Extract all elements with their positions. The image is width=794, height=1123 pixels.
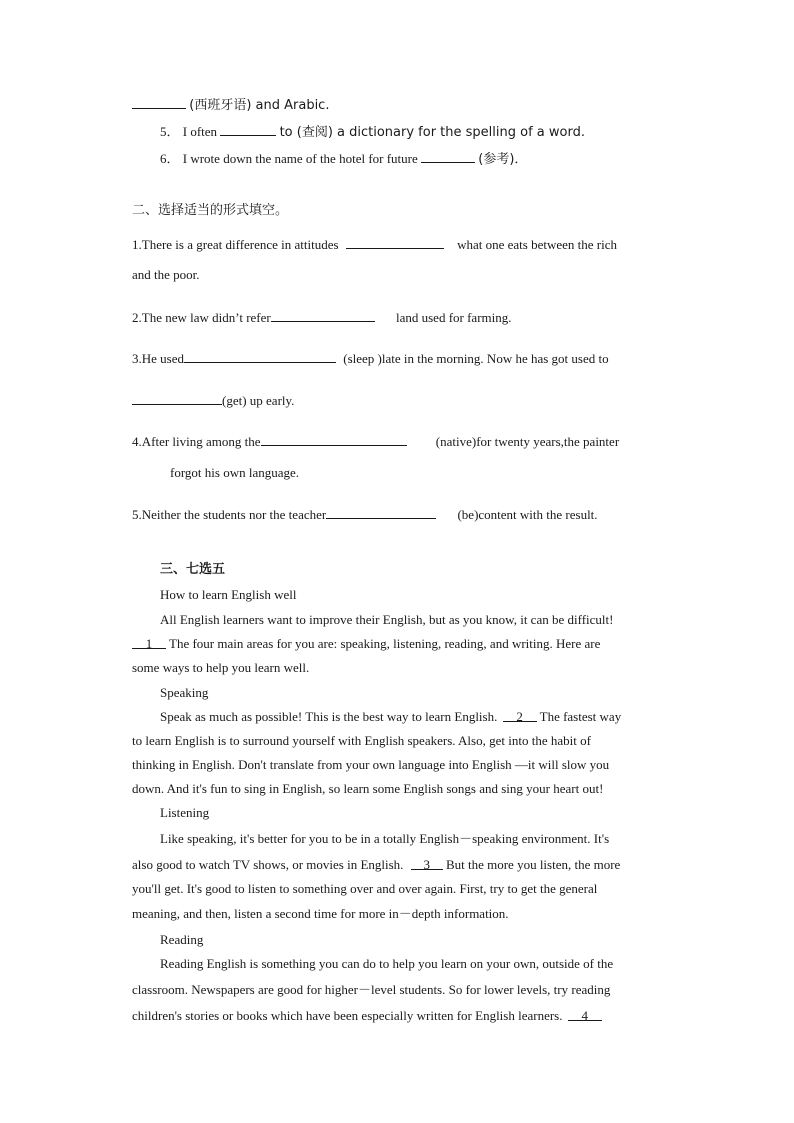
- gap-number-3[interactable]: 3: [411, 857, 443, 870]
- answer-blank[interactable]: [346, 236, 444, 249]
- section-3-heading: 三、七选五: [160, 562, 226, 577]
- answer-blank[interactable]: [132, 392, 222, 405]
- answer-blank[interactable]: [220, 123, 276, 136]
- answer-blank[interactable]: [132, 96, 186, 109]
- passage-line: thinking in English. Don't translate from your own language into English —it will slow you: [132, 757, 610, 772]
- subheading-reading: Reading: [160, 932, 204, 947]
- question-3: 3.He used (sleep )late in the morning. Now he has got used to: [132, 351, 609, 366]
- passage-line: classroom. Newspapers are good for higher－level students. So for lower levels, try reading: [132, 982, 611, 997]
- passage-line: meaning, and then, listen a second time for more in－depth information.: [132, 906, 509, 921]
- question-1: 1.There is a great difference in attitudes what one eats between the rich: [132, 237, 617, 252]
- passage-line: some ways to help you learn well.: [132, 660, 310, 675]
- question-2: 2.The new law didn’t refer land used for farming.: [132, 310, 512, 325]
- gap-number-4[interactable]: 4: [568, 1008, 602, 1021]
- passage-line: Reading English is something you can do to help you learn on your own, outside of the: [160, 956, 614, 971]
- question-5: 5.Neither the students nor the teacher (be)content with the result.: [132, 507, 598, 522]
- question-4: 4.After living among the (native)for twenty years,the painter: [132, 434, 620, 449]
- passage-line: children's stories or books which have been especially written for English learners. 4: [132, 1008, 602, 1024]
- vocab-item-6: 6． I wrote down the name of the hotel for future (参考)．: [160, 151, 528, 167]
- question-1-continued: and the poor.: [132, 267, 200, 282]
- subheading-listening: Listening: [160, 805, 210, 820]
- passage-line: down. And it's fun to sing in English, so learn some English songs and sing your heart out!: [132, 781, 604, 796]
- answer-blank[interactable]: [271, 309, 375, 322]
- passage-line: you'll get. It's good to listen to something over and over again. First, try to get the general: [132, 881, 598, 896]
- question-4-continued: forgot his own language.: [170, 465, 300, 480]
- question-3-continued: (get) up early.: [132, 392, 294, 409]
- answer-blank[interactable]: [421, 150, 475, 163]
- passage-line: Like speaking, it's better for you to be in a totally English－speaking environment. It's: [160, 831, 610, 846]
- section-2-heading: 二、选择适当的形式填空。: [132, 203, 289, 218]
- passage-line: also good to watch TV shows, or movies in English. 3 But the more you listen, the more: [132, 857, 621, 872]
- answer-blank[interactable]: [326, 506, 436, 519]
- answer-blank[interactable]: [184, 350, 336, 363]
- subheading-speaking: Speaking: [160, 685, 209, 700]
- vocab-item-5: 5． I often to (查阅) a dictionary for the spelling of a word.: [160, 124, 585, 140]
- passage-line: 1 The four main areas for you are: speaking, listening, reading, and writing. Here are: [132, 636, 600, 652]
- passage-title: How to learn English well: [160, 587, 297, 602]
- gap-number-1[interactable]: 1: [132, 636, 166, 649]
- vocab-line-4-tail: (西班牙语) and Arabic.: [132, 96, 329, 114]
- passage-line: to learn English is to surround yourself with English speakers. Also, get into the habit of: [132, 733, 591, 748]
- gap-number-2[interactable]: 2: [503, 709, 537, 722]
- passage-line: All English learners want to improve their English, but as you know, it can be difficult!: [160, 612, 614, 627]
- passage-line: Speak as much as possible! This is the best way to learn English. 2 The fastest way: [160, 709, 622, 724]
- answer-blank[interactable]: [261, 433, 407, 446]
